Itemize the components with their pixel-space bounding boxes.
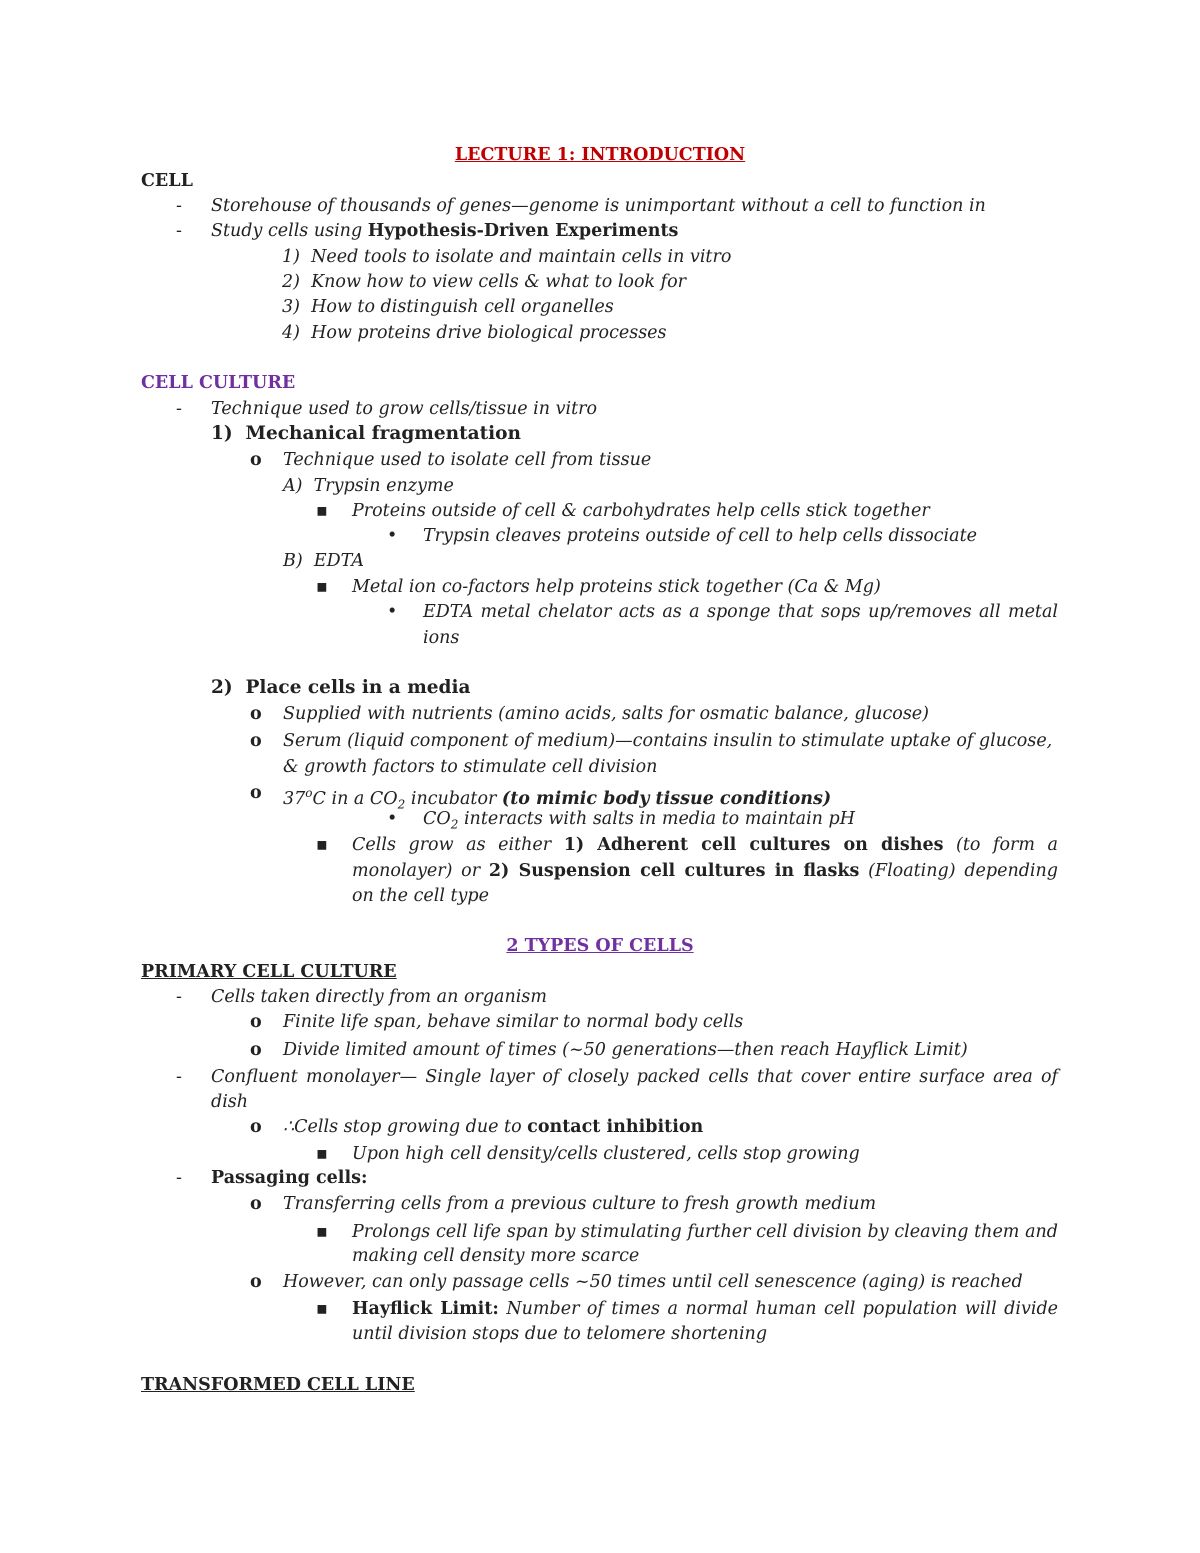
bullet-dash-marker: - — [176, 1168, 182, 1188]
list-item: Divide limited amount of times (~50 generations—then reach Hayflick Limit) — [283, 1040, 968, 1060]
list-item: However, can only passage cells ~50 times until cell senescence (aging) is reached — [283, 1272, 1023, 1292]
subheading-place-cells: 2) Place cells in a media — [211, 677, 471, 698]
list-item: Upon high cell density/cells clustered, cells stop growing — [352, 1144, 860, 1164]
bullet-dash-marker: - — [176, 1067, 182, 1087]
list-item: Technique used to grow cells/tissue in vitro — [211, 399, 598, 419]
list-item: Supplied with nutrients (amino acids, salts for osmatic balance, glucose) — [283, 704, 929, 724]
numbered-item: 3) How to distinguish cell organelles — [282, 297, 614, 317]
list-item: A) Trypsin enzyme — [283, 476, 454, 496]
list-item: Prolongs cell life span by stimulating further cell division by cleaving them and — [352, 1222, 1058, 1242]
list-item: 37$^o$C in a $CO_2$ incubator (to mimic body tissue conditions) — [283, 786, 832, 812]
bullet-circle-marker: o — [250, 1040, 262, 1060]
subheading-primary-cell-culture: PRIMARY CELL CULTURE — [141, 962, 397, 982]
list-item-continuation: monolayer) or 2) Suspension cell cultures in flasks (Floating) depending — [352, 861, 1058, 881]
bullet-dot-marker: • — [387, 526, 398, 546]
list-item: Hayflick Limit: Number of times a normal human cell population will divide — [352, 1299, 1059, 1319]
list-item-continuation: on the cell type — [352, 886, 489, 906]
subheading-mechanical-fragmentation: 1) Mechanical fragmentation — [211, 423, 521, 444]
list-item-continuation: & growth factors to stimulate cell division — [283, 757, 658, 777]
bullet-square-marker: ▪ — [316, 577, 328, 597]
section-heading-types: 2 TYPES OF CELLS — [506, 936, 694, 956]
list-item: Finite life span, behave similar to normal body cells — [283, 1012, 744, 1032]
list-item: Storehouse of thousands of genes—genome is unimportant without a cell to function in — [211, 196, 986, 216]
bullet-dot-marker: • — [387, 809, 398, 829]
bullet-circle-marker: o — [250, 450, 262, 470]
list-item: B) EDTA — [283, 551, 364, 571]
list-item: Proteins outside of cell & carbohydrates help cells stick together — [352, 501, 930, 521]
list-item: Metal ion co-factors help proteins stick together (Ca & Mg) — [352, 577, 881, 597]
list-item: Confluent monolayer— Single layer of closely packed cells that cover entire surface area of — [211, 1067, 1058, 1087]
bullet-square-marker: ▪ — [316, 1299, 328, 1319]
list-item-continuation: ions — [423, 628, 460, 648]
list-item: Passaging cells: — [211, 1168, 368, 1188]
bullet-square-marker: ▪ — [316, 501, 328, 521]
bullet-circle-marker: o — [250, 783, 262, 803]
list-item: Trypsin cleaves proteins outside of cell to help cells dissociate — [423, 526, 977, 546]
list-item: Cells grow as either 1) Adherent cell cultures on dishes (to form a — [352, 835, 1058, 855]
bullet-dash-marker: - — [176, 399, 182, 419]
bullet-square-marker: ▪ — [316, 1144, 328, 1164]
bullet-square-marker: ▪ — [316, 835, 328, 855]
list-item: $CO_2$ interacts with salts in media to maintain pH — [423, 809, 855, 832]
numbered-item: 4) How proteins drive biological processes — [282, 323, 667, 343]
page-title: LECTURE 1: INTRODUCTION — [454, 145, 746, 165]
list-item-continuation: dish — [211, 1092, 249, 1112]
list-item: Study cells using Hypothesis-Driven Experiments — [211, 221, 679, 241]
bullet-circle-marker: o — [250, 704, 262, 724]
bullet-dash-marker: - — [176, 221, 182, 241]
numbered-item: 1) Need tools to isolate and maintain cells in vitro — [282, 247, 732, 267]
bullet-circle-marker: o — [250, 1272, 262, 1292]
list-item: Transferring cells from a previous culture to fresh growth medium — [283, 1194, 877, 1214]
bullet-circle-marker: o — [250, 1012, 262, 1032]
list-item: Technique used to isolate cell from tissue — [283, 450, 652, 470]
numbered-item: 2) Know how to view cells & what to look for — [282, 272, 687, 292]
bullet-circle-marker: o — [250, 1194, 262, 1214]
list-item: ∴Cells stop growing due to contact inhibition — [283, 1117, 704, 1137]
list-item-continuation: until division stops due to telomere shortening — [352, 1324, 768, 1344]
bullet-square-marker: ▪ — [316, 1222, 328, 1242]
bullet-circle-marker: o — [250, 731, 262, 751]
section-heading-cell-culture: CELL CULTURE — [141, 373, 296, 393]
list-item-continuation: making cell density more scarce — [352, 1246, 640, 1266]
bullet-dash-marker: - — [176, 987, 182, 1007]
section-heading-cell: CELL — [141, 171, 193, 191]
subheading-transformed-cell-line: TRANSFORMED CELL LINE — [141, 1375, 415, 1395]
bullet-circle-marker: o — [250, 1117, 262, 1137]
list-item: Cells taken directly from an organism — [211, 987, 547, 1007]
list-item: EDTA metal chelator acts as a sponge that sops up/removes all metal — [423, 602, 1058, 622]
bullet-dot-marker: • — [387, 602, 398, 622]
list-item: Serum (liquid component of medium)—contains insulin to stimulate uptake of glucose, — [283, 731, 1053, 751]
bullet-dash-marker: - — [176, 196, 182, 216]
